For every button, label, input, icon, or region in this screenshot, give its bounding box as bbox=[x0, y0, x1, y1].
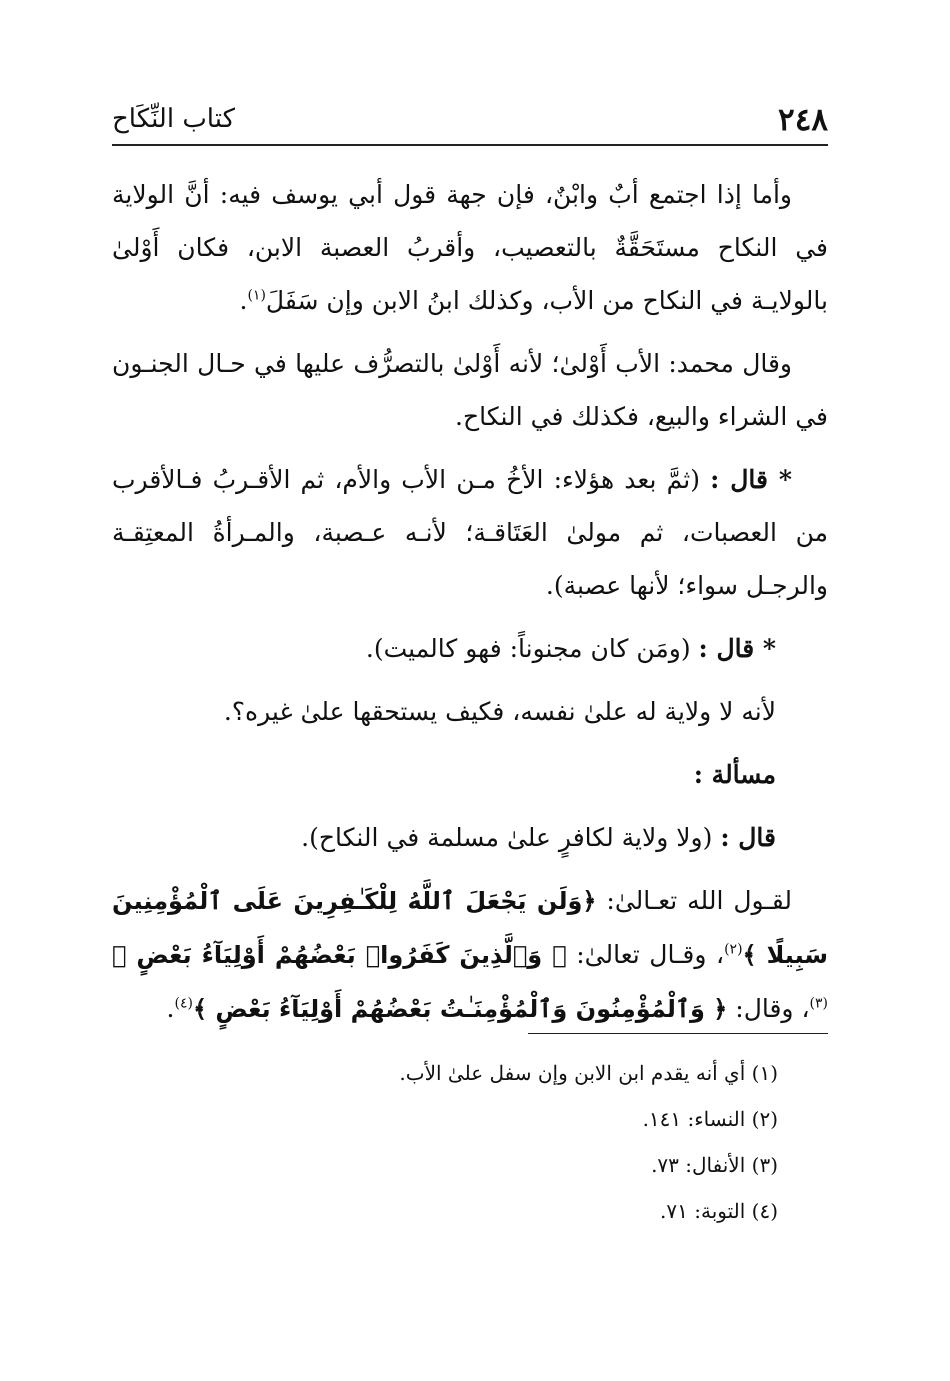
paragraph-1 bbox=[112, 168, 828, 327]
paragraph-7-text: (ولا ولاية لكافرٍ علىٰ مسلمة في النكاح). bbox=[301, 823, 721, 852]
paragraph-8-intro: لقـول الله تعـالىٰ: bbox=[596, 886, 792, 915]
quran-verse-3: ﴿ وَٱلْمُؤْمِنُونَ وَٱلْمُؤْمِنَـٰتُ بَعْضُهُمْ أَوْلِيَآءُ بَعْضٍ ﴾ bbox=[192, 995, 728, 1023]
footnote-3: (٣) الأنفال: ٧٣. bbox=[651, 1153, 778, 1177]
paragraph-3-text: (ثمَّ بعد هؤلاء: الأخُ مـن الأب والأم، ثم الأقـربُ فـالأقرب من العصبات، ثم مولىٰ العَتَاقـة؛ لأنـه عـصبة، والمـرأةُ المعتِقـة والرجـل سواء؛ لأنها عصبة). bbox=[112, 465, 828, 600]
paragraph-4-text: (ومَن كان مجنوناً: فهو كالميت). bbox=[365, 634, 699, 663]
running-title: كتاب النِّكَاح bbox=[112, 104, 235, 134]
footnote-ref-3: (٣) bbox=[809, 995, 828, 1012]
footnote-separator bbox=[528, 1033, 828, 1034]
footnote-ref-2: (٢) bbox=[724, 941, 743, 958]
paragraph-8 bbox=[112, 874, 828, 1036]
quran-verse-1: ﴿وَلَن يَجْعَلَ ٱللَّهُ لِلْكَـٰفِرِينَ عَلَى ٱلْمُؤْمِنِينَ سَبِيلًا ﴾ bbox=[112, 887, 828, 969]
footnote-ref-1: (١) bbox=[247, 287, 266, 304]
paragraph-1-text: وأما إذا اجتمع أبٌ وابْنٌ، فإن جهة قول أبي يوسف فيه: أنَّ الولاية في النكاح مستَحَقَّةٌ بالتعصيب، وأقربُ العصبة الابن، فكان أَوْلىٰ بالولايـة في النكاح من الأب، وكذلك ابنُ الابن وإن سَفَلَ bbox=[112, 180, 828, 315]
paragraph-1-end: . bbox=[239, 286, 248, 315]
paragraph-7 bbox=[112, 811, 828, 864]
footnote-4: (٤) التوبة: ٧١. bbox=[660, 1199, 778, 1223]
paragraph-8-end: . bbox=[166, 994, 175, 1023]
paragraph-8-mid-2: ، وقال: bbox=[727, 994, 810, 1023]
paragraph-3 bbox=[112, 453, 828, 612]
page-number: ٢٤٨ bbox=[778, 102, 828, 138]
qala-marker: * قال : bbox=[710, 465, 792, 494]
footnotes bbox=[218, 1050, 778, 1234]
main-text bbox=[112, 168, 828, 1046]
footnote-2: (٢) النساء: ١٤١. bbox=[642, 1107, 778, 1131]
qala-marker: قال : bbox=[720, 823, 776, 852]
masala-heading: مسألة : bbox=[693, 760, 776, 789]
paragraph-2: وقال محمد: الأب أَوْلىٰ؛ لأنه أَوْلىٰ بالتصرُّف عليها في حـال الجنـون في الشراء والبيع، فكذلك في النكاح. bbox=[112, 349, 828, 431]
page-header bbox=[112, 98, 828, 146]
qala-marker: * قال : bbox=[698, 634, 776, 663]
paragraph-5: لأنه لا ولاية له علىٰ نفسه، فكيف يستحقها علىٰ غيره؟. bbox=[223, 697, 776, 726]
paragraph-4 bbox=[112, 622, 828, 675]
quran-verse-2: ﴿ وَٱلَّذِينَ كَفَرُوا۟ بَعْضُهُمْ أَوْلِيَآءُ بَعْضٍ ﴾ bbox=[112, 941, 567, 969]
footnote-1: (١) أي أنه يقدم ابن الابن وإن سفل علىٰ الأب. bbox=[399, 1061, 778, 1085]
footnote-ref-4: (٤) bbox=[174, 995, 193, 1012]
paragraph-8-mid: ، وقـال تعالىٰ: bbox=[566, 940, 725, 969]
